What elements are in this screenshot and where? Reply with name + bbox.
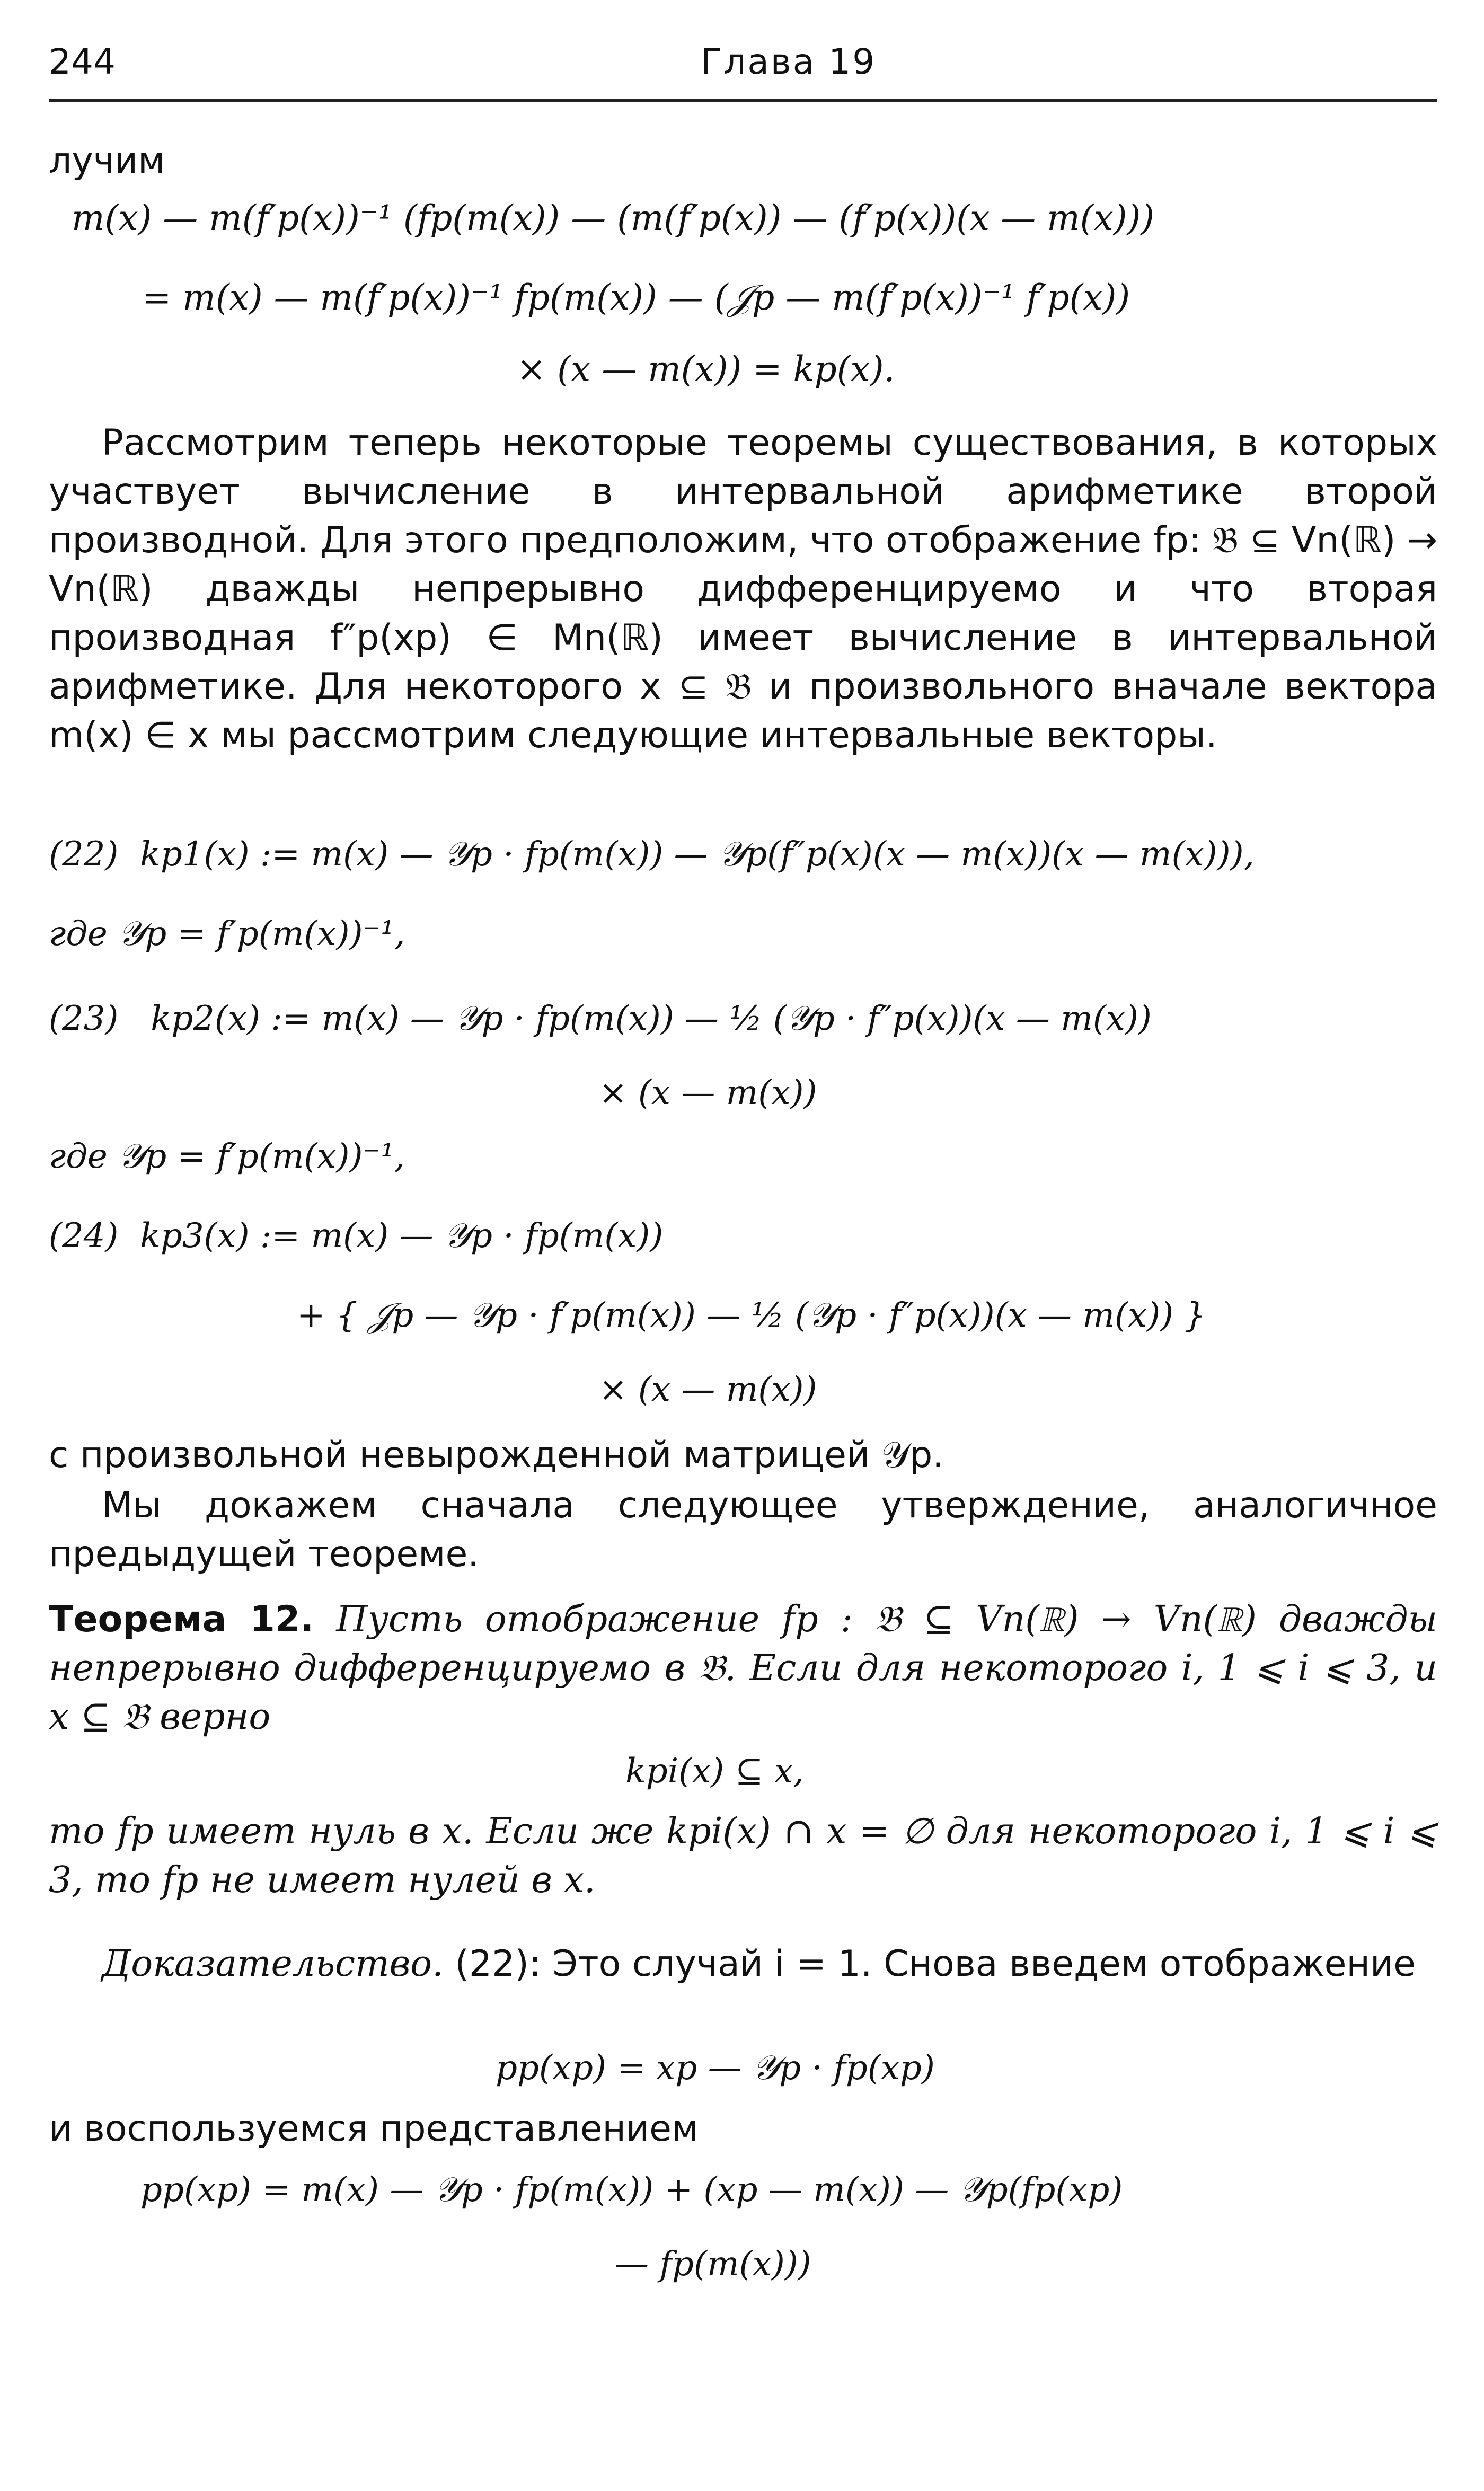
theorem-12-block (49, 1595, 1437, 1742)
paragraph-existence-theorems: Рассмотрим теперь некоторые теоремы существования, в которых участвует вычисление в интервальной арифметике второй производной. Для этого предположим, что отображение fp: 𝔅 ⊆ Vn(ℝ) → Vn(ℝ) дважды непрерывно дифференцируемо и что вторая производная f″p(xp) ∈ Mn(ℝ) имеет вычисление в интервальной арифметике. Для некоторого x ⊆ 𝔅 и произвольного вначале вектора m(x) ∈ x мы рассмотрим следующие интервальные векторы. (49, 422, 1437, 756)
theorem-label: Теорема 12. (49, 1598, 314, 1640)
running-header (49, 41, 1437, 94)
proof-mapping-eq: pp(xp) = xp — 𝒴p · fp(xp) (496, 2048, 935, 2088)
equation-23-line-2: × (x — m(x)) (599, 1073, 817, 1112)
equation-24-line-3: × (x — m(x)) (599, 1370, 817, 1409)
equation-23-line-1: (23) kp2(x) := m(x) — 𝒴p · fp(m(x)) — ½ (𝒴p · f″p(x))(x — m(x)) (49, 999, 1152, 1038)
equation-24-line-1: (24) kp3(x) := m(x) — 𝒴p · fp(m(x)) (49, 1216, 664, 1256)
paragraph-arbitrary-matrix: с произвольной невырожденной матрицей 𝒴p. (49, 1434, 944, 1476)
where-clause-2: где 𝒴p = f′p(m(x))⁻¹, (49, 1137, 405, 1176)
chapter-title: Глава 19 (701, 41, 877, 82)
equation-top-line-3: × (x — m(x)) = kp(x). (517, 349, 895, 390)
header-rule (49, 99, 1437, 102)
paragraph-prove-first: Мы докажем сначала следующее утверждение, аналогичное предыдущей теореме. (49, 1485, 1437, 1575)
proof-representation-eq-2: — fp(m(x))) (615, 2245, 811, 2284)
proof-representation-text: и воспользуемся представлением (49, 2108, 699, 2150)
intro-word: лучим (49, 140, 165, 182)
proof-block (49, 1940, 1437, 1989)
equation-top-line-2: = m(x) — m(f′p(x))⁻¹ fp(m(x)) — (𝒥p — m(f′p(x))⁻¹ f′p(x)) (142, 277, 1130, 318)
where-clause-1: где 𝒴p = f′p(m(x))⁻¹, (49, 914, 405, 953)
theorem-statement-continued: то fp имеет нуль в x. Если же kpi(x) ∩ x = ∅ для некоторого i, 1 ⩽ i ⩽ 3, то fp не имеет нулей в x. (49, 1810, 1438, 1901)
proof-representation-eq-1: pp(xp) = m(x) — 𝒴p · fp(m(x)) + (xp — m(x)) — 𝒴p(fp(xp) (140, 2170, 1123, 2210)
theorem-inclusion: kpi(x) ⊆ x, (625, 1752, 804, 1791)
equation-24-line-2: + { 𝒥p — 𝒴p · f′p(m(x)) — ½ (𝒴p · f″p(x))(x — m(x)) } (297, 1296, 1206, 1335)
theorem-statement: Пусть отображение fp : 𝔅 ⊆ Vn(ℝ) → Vn(ℝ) дважды непрерывно дифференцируемо в 𝔅. Если для некоторого i, 1 ⩽ i ⩽ 3, и x ⊆ 𝔅 верно (49, 1598, 1437, 1738)
equation-top-line-1: m(x) — m(f′p(x))⁻¹ (fp(m(x)) — (m(f′p(x)) — (f′p(x))(x — m(x))) (72, 198, 1154, 238)
page-number: 244 (49, 41, 116, 82)
proof-text: (22): Это случай i = 1. Снова введем отображение (455, 1943, 1416, 1985)
proof-label: Доказательство. (102, 1943, 444, 1985)
equation-22: (22) kp1(x) := m(x) — 𝒴p · fp(m(x)) — 𝒴p(f″p(x)(x — m(x))(x — m(x))), (49, 835, 1255, 874)
